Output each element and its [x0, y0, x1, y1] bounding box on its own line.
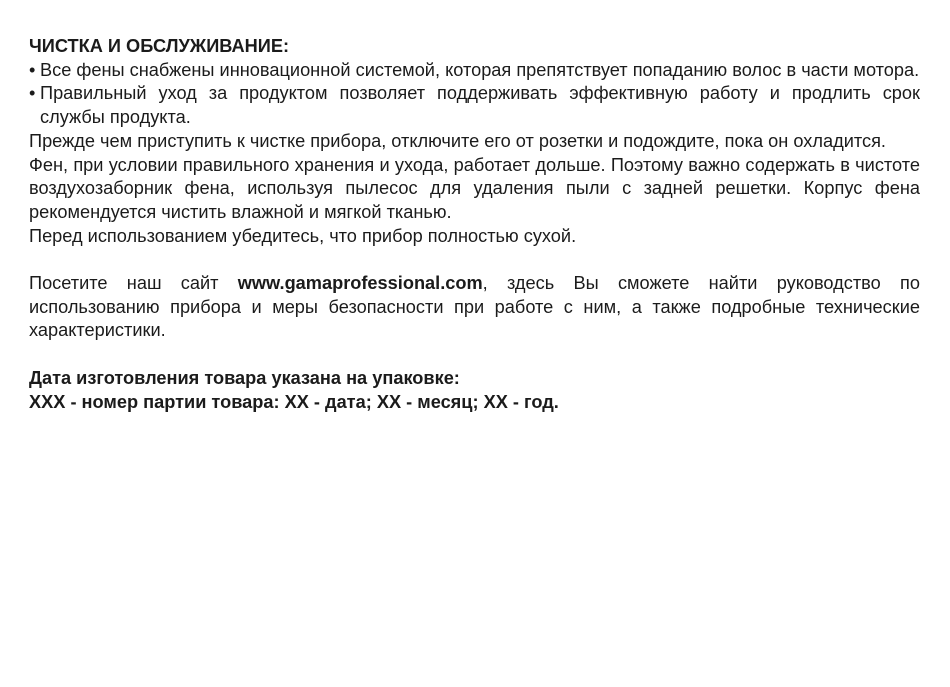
paragraph-unplug: Прежде чем приступить к чистке прибора, отключите его от розетки и подождите, пока он охладится. [29, 130, 886, 151]
website-description: , здесь Вы сможете найти руководство по использованию прибора и меры безопасности при работе с ним, а также подробные технические характеристики. [29, 273, 920, 341]
website-intro: Посетите наш сайт [29, 273, 238, 294]
batch-code-legend: XXX - номер партии товара: XX - дата; XX - месяц; XX - год. [29, 391, 559, 412]
website-link[interactable]: www.gamaprofessional.com [237, 273, 483, 294]
paragraph-website [29, 272, 920, 343]
manufacture-date-note: Дата изготовления товара указана на упаковке: [29, 367, 460, 388]
section-title: ЧИСТКА И ОБСЛУЖИВАНИЕ: [29, 36, 290, 56]
bullet-text: Все фены снабжены инновационной системой, которая препятствует попаданию волос в части мотора. [40, 59, 920, 80]
bullet-text: Правильный уход за продуктом позволяет поддерживать эффективную работу и продлить срок службы продукта. [40, 83, 920, 128]
bullet-marker: • [29, 83, 36, 104]
bullet-item [29, 59, 920, 83]
spacer [29, 343, 920, 367]
paragraph-dry: Перед использованием убедитесь, что прибор полностью сухой. [29, 225, 577, 246]
bullet-item [29, 82, 920, 129]
document-page [29, 35, 920, 414]
paragraph-care: Фен, при условии правильного хранения и ухода, работает дольше. Поэтому важно содержать в чистоте воздухозаборник фена, используя пылесос для удаления пыли с задней решетки. Корпус фена рекомендуется чистить влажной и мягкой тканью. [29, 154, 920, 222]
bullet-marker: • [29, 59, 36, 80]
spacer [29, 248, 920, 272]
